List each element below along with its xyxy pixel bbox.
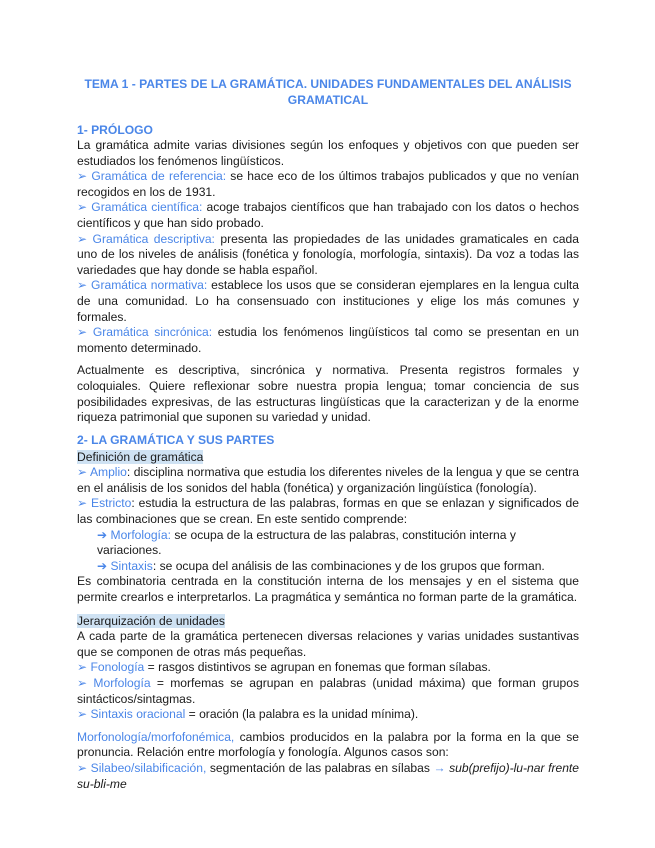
term-label: ➢ Amplio (77, 465, 127, 480)
term-label: ➢ Estricto (77, 496, 132, 511)
list-item-estricto (77, 496, 579, 527)
example-text: sub(prefijo)-lu-nar frente su-bli-me (77, 760, 580, 791)
term-text: = morfemas se agrupan en palabras (unidad máxima) que forman grupos sintácticos/sintagmas. (77, 676, 579, 706)
term-label: ➢ Gramática científica: (77, 200, 203, 215)
term-text: cambios producidos en la palabra por la forma en la que se pronuncia. Relación entre morfología y fonología. Algunos casos son: (77, 729, 579, 760)
term-label: ➔ Morfología: (97, 527, 171, 542)
term-label: Morfonología/morfofonémica, (77, 729, 235, 744)
list-item-referencia (77, 169, 579, 200)
document-page (77, 76, 579, 792)
list-item-morfologia-2 (77, 676, 579, 707)
term-text: : se ocupa del análisis de las combinaciones y de los grupos que forman. (152, 558, 545, 573)
document-title: TEMA 1 - PARTES DE LA GRAMÁTICA. UNIDADES FUNDAMENTALES DEL ANÁLISIS GRAMATICAL (84, 77, 572, 107)
arrow-icon: → (433, 760, 446, 775)
term-text: acoge trabajos científicos que han trabajado con los datos o hechos científicos y que han sido probado. (77, 200, 579, 230)
list-item-descriptiva (77, 232, 579, 279)
list-item-normativa (77, 278, 579, 325)
list-item-fonologia (77, 660, 579, 676)
list-item-silabeo (77, 761, 579, 792)
section-2-heading: 2- LA GRAMÁTICA Y SUS PARTES (77, 432, 275, 447)
term-text: se hace eco de los últimos trabajos publicados y que no venían recogidos en los de 1931. (77, 169, 579, 199)
paragraph-combinatoria: Es combinatoria centrada en la constitución interna de los mensajes y en el sistema que permite crearlos e interpretarlos. La pragmática y semántica no forman parte de la gramática. (77, 574, 579, 605)
term-label: ➢ Fonología (77, 660, 145, 675)
subheading-definicion-wrap (77, 450, 579, 466)
list-item-sintaxis (77, 559, 579, 575)
list-item-sintaxis-oracional (77, 707, 579, 723)
section-1-heading: 1- PRÓLOGO (77, 123, 153, 137)
term-text: establece los usos que se consideran ejemplares en la lengua culta de una comunidad. Lo ha consensuado con instituciones y elige los más comunes y formales. (77, 278, 580, 324)
term-text: : estudia la estructura de las palabras, formas en que se enlazan y significados de las combinaciones que se crean. En este sentido comprende: (77, 496, 579, 527)
list-item-morfologia (77, 528, 579, 559)
list-item-sincronica (77, 325, 579, 356)
term-label: ➢ Gramática normativa: (77, 278, 208, 293)
paragraph-morfonologia (77, 730, 579, 761)
section-1-closing: Actualmente es descriptiva, sincrónica y normativa. Presenta registros formales y coloquiales. Quiere reflexionar sobre nuestra propia lengua; tomar conciencia de sus posibilidades expresivas, de las estructuras lingüísticas que la caracterizan y de la enorme riqueza patrimonial que suponen su variedad y unidad. (77, 363, 579, 425)
term-text: = oración (la palabra es la unidad mínima). (185, 707, 419, 722)
section-1-intro: La gramática admite varias divisiones según los enfoques y objetivos con que pueden ser estudiados los fenómenos lingüísticos. (77, 138, 579, 168)
list-item-cientifica (77, 200, 579, 231)
term-label: ➢ Gramática descriptiva: (77, 231, 215, 246)
term-label: ➔ Sintaxis (97, 558, 153, 573)
term-label: ➢ Sintaxis oracional (77, 707, 186, 722)
term-label: ➢ Morfología (77, 676, 151, 690)
list-item-amplio (77, 465, 579, 496)
term-text: estudia los fenómenos lingüísticos tal como se presentan en un momento determinado. (77, 325, 579, 355)
term-text: = rasgos distintivos se agrupan en fonemas que forman sílabas. (144, 660, 491, 675)
term-label: ➢ Gramática de referencia: (77, 169, 227, 184)
subheading-jerarquizacion: Jerarquización de unidades (77, 613, 225, 628)
term-text: : disciplina normativa que estudia los diferentes niveles de la lengua y que se centra en el análisis de los sonidos del habla (fonética) y organización lingüística (fonología). (77, 465, 579, 495)
subheading-definicion: Definición de gramática (77, 449, 204, 464)
term-label: ➢ Gramática sincrónica: (77, 325, 213, 340)
term-text: presenta las propiedades de las unidades gramaticales en cada uno de los niveles de análisis (fonética y fonología, morfología, sintaxis). Da voz a todas las variedades que hay donde se habla español. (77, 231, 579, 277)
term-text: segmentación de las palabras en sílabas (206, 760, 434, 775)
term-label: ➢ Silabeo/silabificación, (77, 760, 207, 775)
paragraph-jerarquizacion: A cada parte de la gramática pertenecen diversas relaciones y varias unidades sustantivas que se componen de otras más pequeñas. (77, 629, 579, 659)
term-text: se ocupa de la estructura de las palabras, constitución interna y variaciones. (97, 527, 516, 558)
subheading-jerarquizacion-wrap (77, 614, 579, 630)
